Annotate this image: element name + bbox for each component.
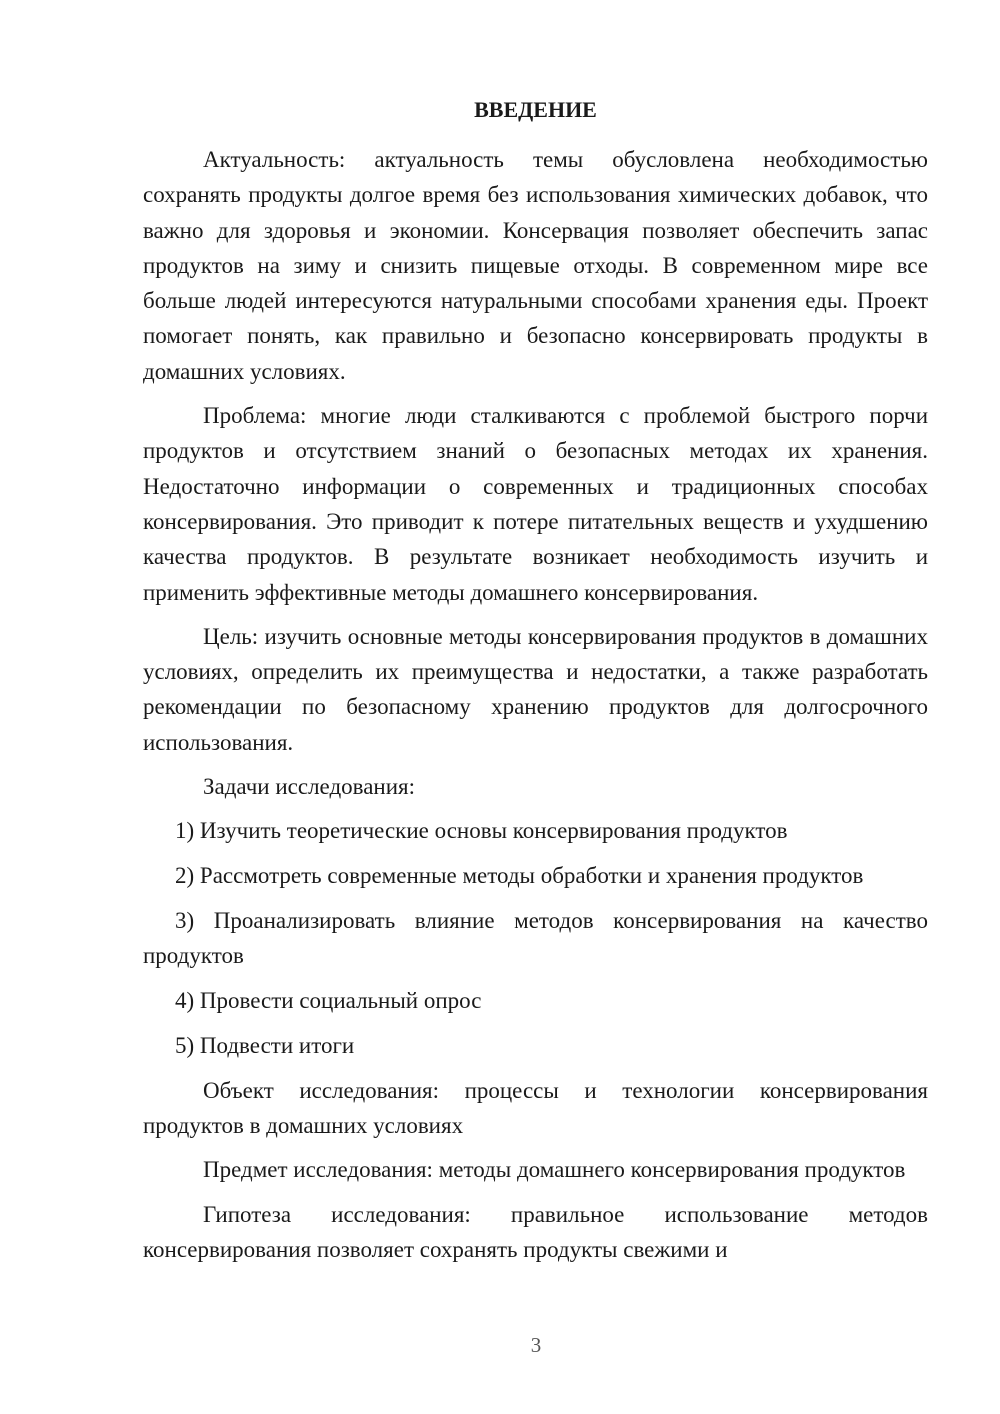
- subject-paragraph: Предмет исследования: методы домашнего консервирования продуктов: [203, 1157, 906, 1183]
- hypothesis-paragraph: Гипотеза исследования: правильное использование методов консервирования позволяет сохранять продукты свежими и: [143, 1201, 928, 1262]
- page-number: 3: [530, 1333, 542, 1357]
- problem-paragraph: Проблема: многие люди сталкиваются с проблемой быстрого порчи продуктов и отсутствием знаний о безопасных методах их хранения. Недостаточно информации о современных и традиционных способах консервирования. Это приводит к потере питательных веществ и ухудшению качества продуктов. В результате возникает необходимость изучить и применить эффективные методы домашнего консервирования.: [143, 403, 928, 605]
- object-paragraph: Объект исследования: процессы и технологии консервирования продуктов в домашних условиях: [143, 1077, 928, 1138]
- goal-paragraph: Цель: изучить основные методы консервирования продуктов в домашних условиях, определить их преимущества и недостатки, а также разработать рекомендации по безопасному хранению продуктов для долгосрочного использования.: [143, 623, 928, 755]
- task-item-4: 4) Провести социальный опрос: [175, 988, 482, 1014]
- task-item-3: 3) Проанализировать влияние методов консервирования на качество продуктов: [143, 907, 928, 969]
- task-item-1: 1) Изучить теоретические основы консервирования продуктов: [175, 818, 788, 844]
- section-heading: ВВЕДЕНИЕ: [474, 97, 597, 122]
- task-item-2: 2) Рассмотреть современные методы обработки и хранения продуктов: [175, 863, 864, 889]
- task-item-5: 5) Подвести итоги: [175, 1032, 355, 1058]
- relevance-paragraph: Актуальность: актуальность темы обусловлена необходимостью сохранять продукты долгое время без использования химических добавок, что важно для здоровья и экономии. Консервация позволяет обеспечить запас продуктов на зиму и снизить пищевые отходы. В современном мире все больше людей интересуются натуральными способами хранения еды. Проект помогает понять, как правильно и безопасно консервировать продукты в домашних условиях.: [143, 147, 928, 384]
- tasks-label: Задачи исследования:: [203, 774, 416, 800]
- page-content: [143, 92, 928, 1276]
